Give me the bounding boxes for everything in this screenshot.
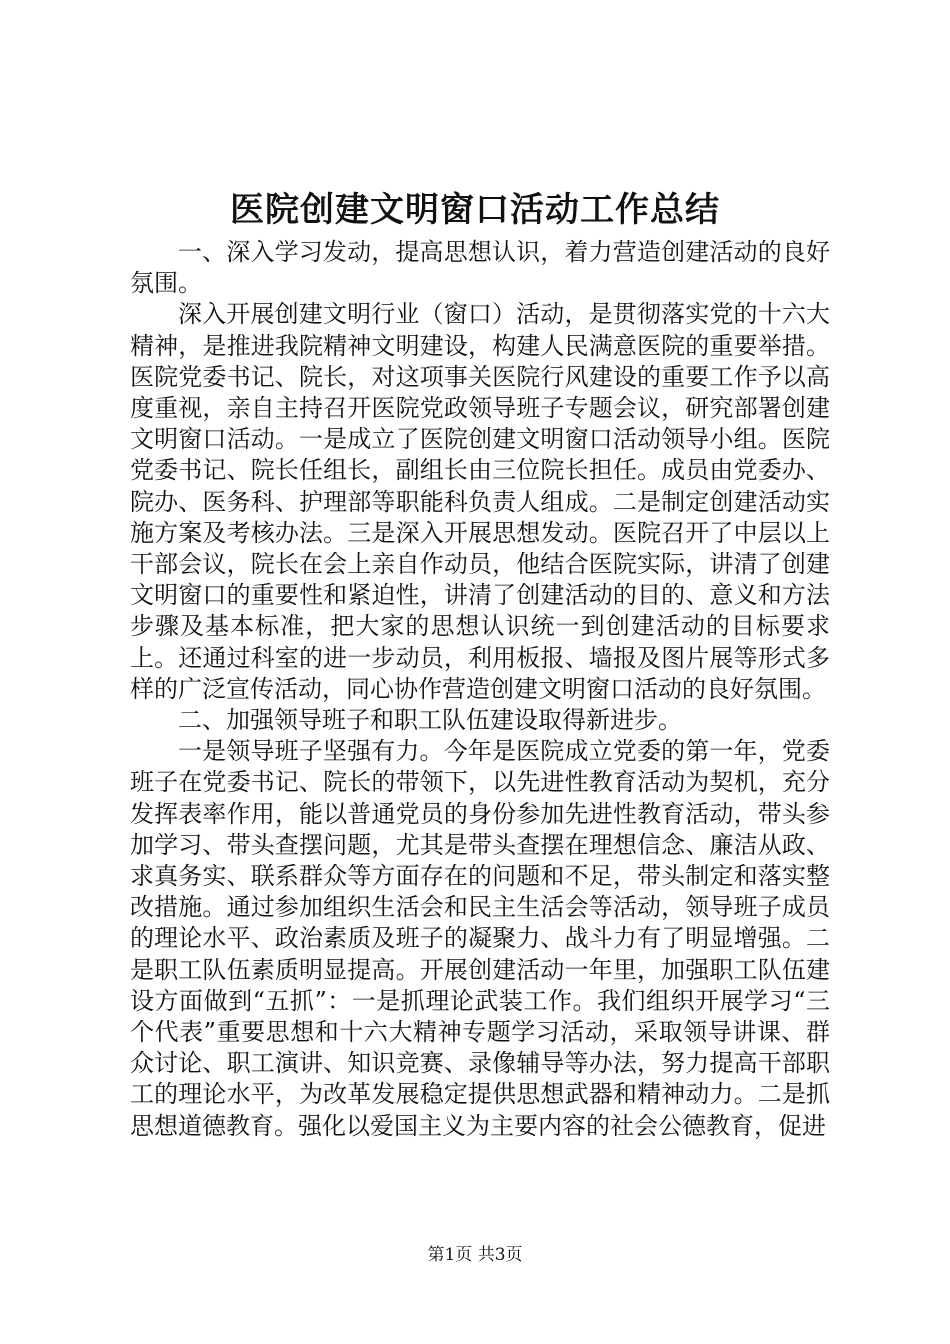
document-body — [130, 237, 830, 1142]
page-footer: 第1页 共3页 — [427, 1245, 523, 1265]
body-paragraph-2: 一是领导班子坚强有力。今年是医院成立党委的第一年，党委班子在党委书记、院长的带领下，以先进性教育活动为契机，充分发挥表率作用，能以普通党员的身份参加先进性教育活动，带头参加学习、带头查摆问题，尤其是带头查摆在理想信念、廉洁从政、求真务实、联系群众等方面存在的问题和不足，带头制定和落实整改措施。通过参加组织生活会和民主生活会等活动，领导班子成员的理论水平、政治素质及班子的凝聚力、战斗力有了明显增强。二是职工队伍素质明显提高。开展创建活动一年里，加强职工队伍建设方面做到“五抓”：一是抓理论武装工作。我们组织开展学习“三个代表”重要思想和十六大精神专题学习活动，采取领导讲课、群众讨论、职工演讲、知识竞赛、录像辅导等办法，努力提高干部职工的理论水平，为改革发展稳定提供思想武器和精神动力。二是抓思想道德教育。强化以爱国主义为主要内容的社会公德教育，促进 — [130, 737, 830, 1140]
document-title: 医院创建文明窗口活动工作总结 — [230, 190, 720, 230]
section-heading-1: 一、深入学习发动，提高思想认识，着力营造创建活动的良好氛围。 — [130, 238, 830, 298]
body-paragraph-1: 深入开展创建文明行业（窗口）活动，是贯彻落实党的十六大精神，是推进我院精神文明建设，构建人民满意医院的重要举措。医院党委书记、院长，对这项事关医院行风建设的重要工作予以高度重视，亲自主持召开医院党政领导班子专题会议，研究部署创建文明窗口活动。一是成立了医院创建文明窗口活动领导小组。医院党委书记、院长任组长，副组长由三位院长担任。成员由党委办、院办、医务科、护理部等职能科负责人组成。二是制定创建活动实施方案及考核办法。三是深入开展思想发动。医院召开了中层以上干部会议，院长在会上亲自作动员，他结合医院实际，讲清了创建文明窗口的重要性和紧迫性，讲清了创建活动的目的、意义和方法步骤及基本标准，把大家的思想认识统一到创建活动的目标要求上。还通过科室的进一步动员，利用板报、墙报及图片展等形式多样的广泛宣传活动，同心协作营造创建文明窗口活动的良好氛围。 — [130, 300, 830, 703]
section-heading-2: 二、加强领导班子和职工队伍建设取得新进步。 — [178, 706, 682, 735]
